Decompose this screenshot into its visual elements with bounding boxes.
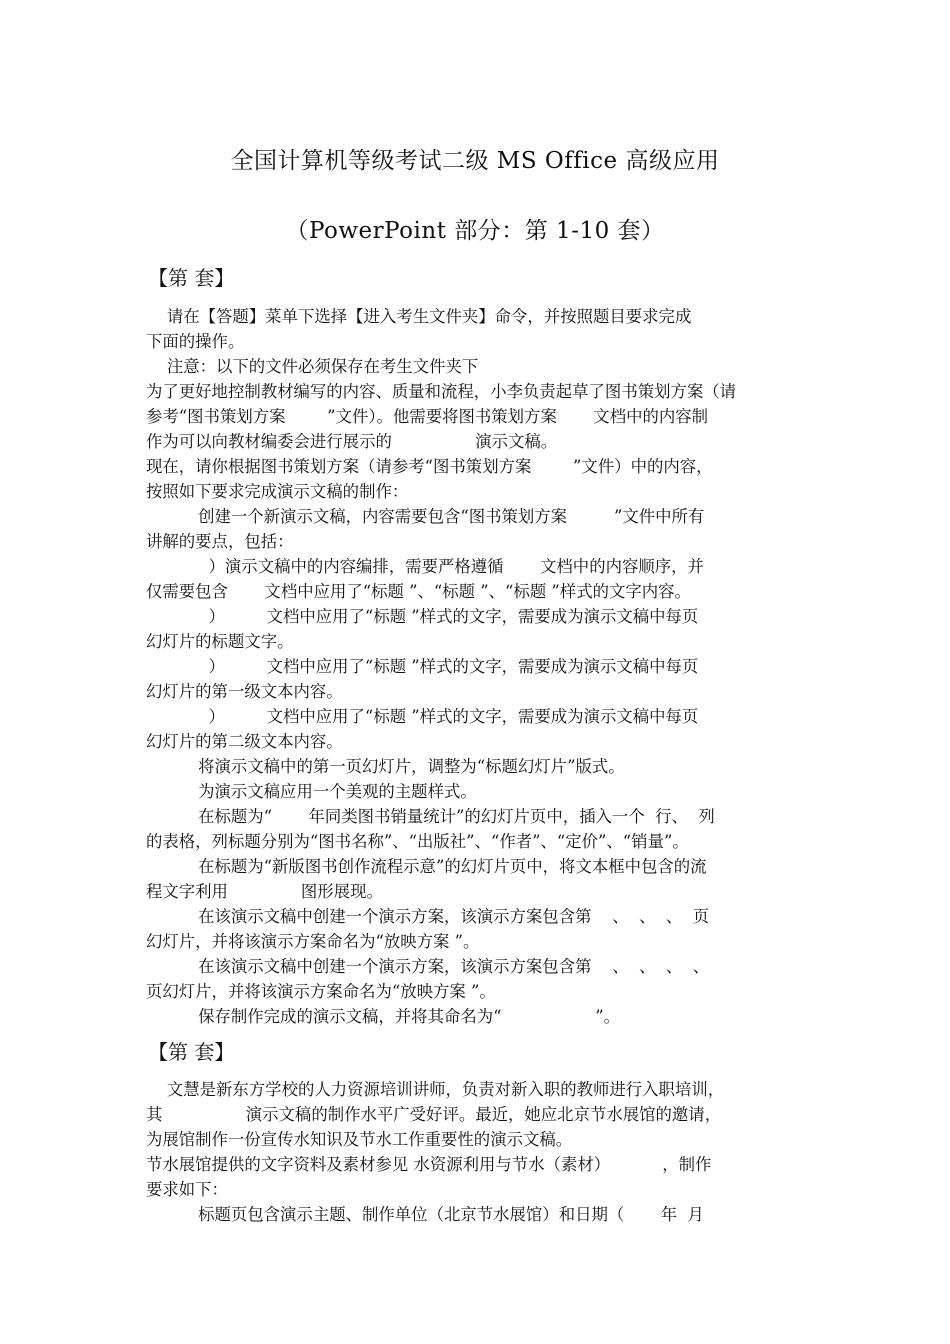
text-line: 其 演示文稿的制作水平广受好评。最近，她应北京节水展馆的邀请，: [146, 1105, 722, 1124]
text-line: 按照如下要求完成演示文稿的制作：: [146, 482, 409, 501]
text-line: 幻灯片的标题文字。: [146, 632, 294, 651]
document-subtitle: （PowerPoint 部分：第 1-10 套）: [285, 218, 665, 244]
text-line: 文慧是新东方学校的人力资源培训讲师，负责对新入职的教师进行入职培训，: [146, 1080, 725, 1099]
text-line: 讲解的要点，包括：: [146, 532, 294, 551]
text-line: 注意：以下的文件必须保存在考生文件夹下: [146, 357, 479, 376]
text-line: 现在，请你根据图书策划方案（请参考“图书策划方案 ”文件）中的内容，: [146, 457, 713, 476]
document-title: 全国计算机等级考试二级 MS Office 高级应用: [230, 148, 720, 174]
text-line: 要求如下：: [146, 1180, 228, 1199]
text-line: 在该演示文稿中创建一个演示方案，该演示方案包含第 、 、 、 、: [146, 957, 710, 976]
text-line: 为了更好地控制教材编写的内容、质量和流程，小李负责起草了图书策划方案（请: [146, 382, 737, 401]
text-line: 为展馆制作一份宣传水知识及节水工作重要性的演示文稿。: [146, 1130, 573, 1149]
text-line: ） 文档中应用了“标题 ”样式的文字，需要成为演示文稿中每页: [146, 607, 699, 626]
text-line: 请在【答题】菜单下选择【进入考生文件夹】命令，并按照题目要求完成: [146, 307, 692, 326]
text-line: 下面的操作。: [146, 332, 245, 351]
text-line: 幻灯片，并将该演示方案命名为“放映方案 ”。: [146, 932, 480, 951]
text-line: 在标题为“ 年同类图书销量统计”的幻灯片页中，插入一个 行、 列: [146, 807, 715, 826]
text-line: ） 文档中应用了“标题 ”样式的文字，需要成为演示文稿中每页: [146, 657, 699, 676]
text-line: 将演示文稿中的第一页幻灯片，调整为“标题幻灯片”版式。: [146, 757, 625, 776]
text-line: 程文字利用 图形展现。: [146, 882, 383, 901]
text-line: 参考“图书策划方案 ”文件）。他需要将图书策划方案 文档中的内容制: [146, 407, 709, 426]
text-line: 幻灯片的第一级文本内容。: [146, 682, 343, 701]
section-heading-2: 【第 套】: [148, 1040, 235, 1064]
text-line: 保存制作完成的演示文稿，并将其命名为“ ”。: [146, 1007, 621, 1026]
text-line: 创建一个新演示文稿，内容需要包含“图书策划方案 ”文件中所有: [146, 507, 705, 526]
text-line: 页幻灯片，并将该演示方案命名为“放映方案 ”。: [146, 982, 496, 1001]
text-line: ） 文档中应用了“标题 ”样式的文字，需要成为演示文稿中每页: [146, 707, 699, 726]
text-line: 在标题为“新版图书创作流程示意”的幻灯片页中，将文本框中包含的流: [146, 857, 707, 876]
text-line: ）演示文稿中的内容编排，需要严格遵循 文档中的内容顺序，并: [146, 557, 704, 576]
text-line: 仅需要包含 文档中应用了“标题 ”、“标题 ”、“标题 ”样式的文字内容。: [146, 582, 691, 601]
text-line: 的表格，列标题分别为“图书名称”、“出版社”、“作者”、“定价”、“销量”。: [146, 832, 689, 851]
section-heading-1: 【第 套】: [148, 266, 235, 290]
text-line: 幻灯片的第二级文本内容。: [146, 732, 343, 751]
text-line: 节水展馆提供的文字资料及素材参见 水资源利用与节水（素材） ，制作: [146, 1155, 712, 1174]
text-line: 在该演示文稿中创建一个演示方案，该演示方案包含第 、 、 、 页: [146, 907, 710, 926]
text-line: 作为可以向教材编委会进行展示的 演示文稿。: [146, 432, 558, 451]
text-line: 为演示文稿应用一个美观的主题样式。: [146, 782, 477, 801]
text-line: 标题页包含演示主题、制作单位（北京节水展馆）和日期（ 年 月: [146, 1205, 704, 1224]
